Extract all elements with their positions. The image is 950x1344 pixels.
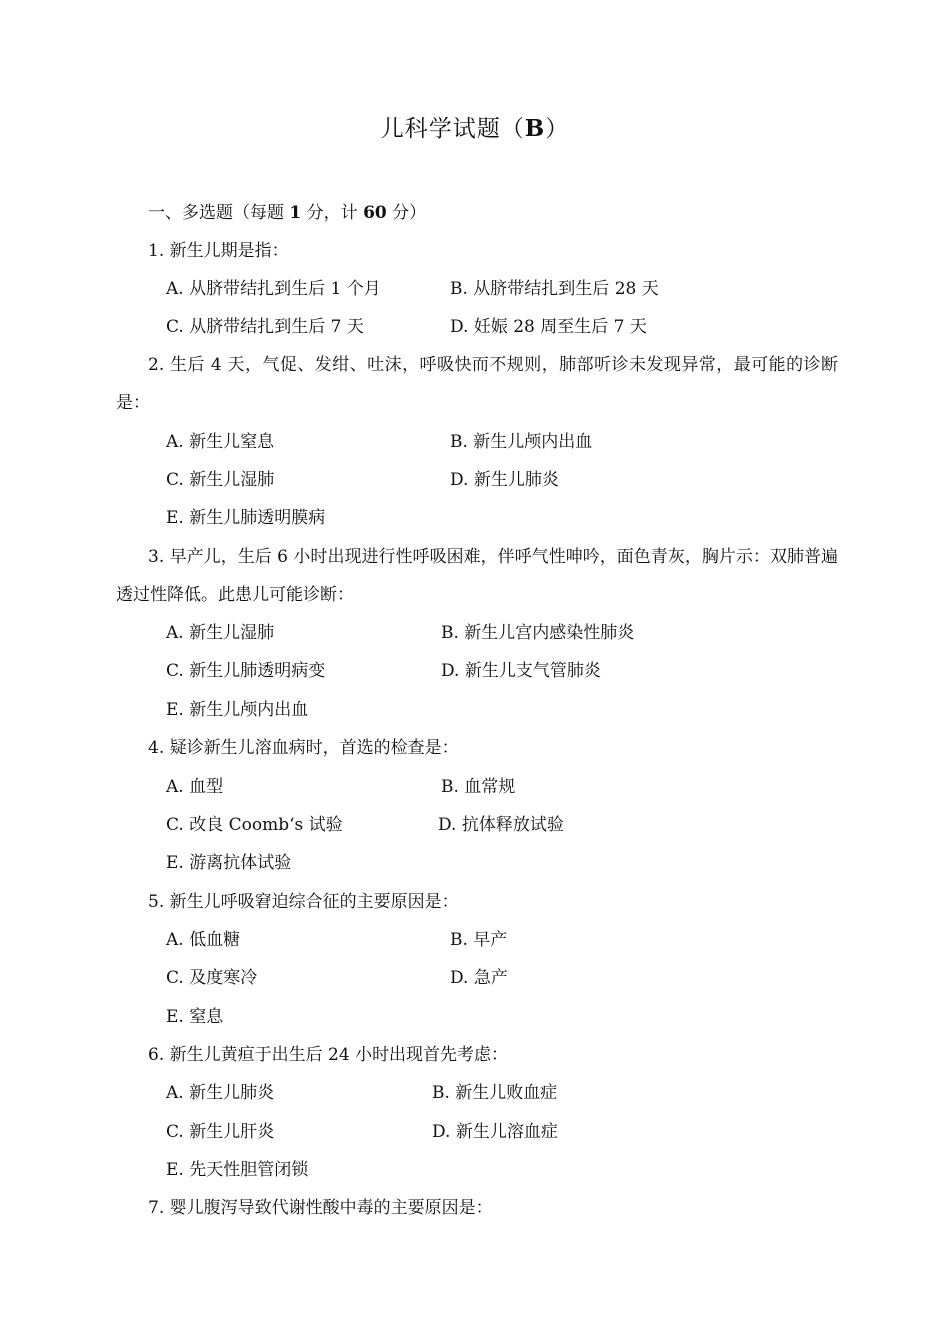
question-option: D. 新生儿支气管肺炎: [441, 661, 601, 681]
question-option: C. 改良 Coomb‘s 试验: [166, 815, 343, 835]
question-option: D. 新生儿溶血症: [432, 1122, 558, 1142]
question-option: C. 及度寒冷: [166, 968, 258, 988]
question-option: A. 新生儿湿肺: [166, 623, 275, 643]
question-stem: 4. 疑诊新生儿溶血病时，首选的检查是：: [148, 738, 459, 758]
question-option: B. 新生儿败血症: [432, 1083, 558, 1103]
question-stem: 7. 婴儿腹泻导致代谢性酸中毒的主要原因是：: [148, 1198, 493, 1218]
question-option: B. 新生儿宫内感染性肺炎: [441, 623, 635, 643]
question-option: C. 新生儿湿肺: [166, 470, 275, 490]
question-option: E. 新生儿肺透明膜病: [166, 508, 326, 528]
question-option: A. 新生儿肺炎: [166, 1083, 275, 1103]
question-stem: 6. 新生儿黄疸于出生后 24 小时出现首先考虑：: [148, 1045, 509, 1065]
question-stem: 1. 新生儿期是指：: [148, 241, 289, 261]
question-option: B. 血常规: [441, 777, 516, 797]
question-option: C. 从脐带结扎到生后 7 天: [166, 317, 364, 337]
question-option: E. 新生儿颅内出血: [166, 700, 309, 720]
question-option: D. 抗体释放试验: [438, 815, 564, 835]
page-title: 儿科学试题（B）: [380, 115, 570, 142]
question-option: E. 游离抗体试验: [166, 853, 292, 873]
question-option: A. 从脐带结扎到生后 1 个月: [166, 279, 381, 299]
question-option: B. 早产: [450, 930, 508, 950]
question-option: B. 从脐带结扎到生后 28 天: [450, 279, 659, 299]
question-option: A. 新生儿窒息: [166, 432, 275, 452]
question-option: C. 新生儿肝炎: [166, 1122, 275, 1142]
question-option: B. 新生儿颅内出血: [450, 432, 593, 452]
section-heading: 一、多选题（每题 1 分，计 60 分）: [148, 203, 427, 223]
question-option: E. 先天性胆管闭锁: [166, 1160, 309, 1180]
question-option: D. 妊娠 28 周至生后 7 天: [450, 317, 647, 337]
question-option: E. 窒息: [166, 1007, 224, 1027]
question-stem: 3. 早产儿，生后 6 小时出现进行性呼吸困难，伴呼气性呻吟，面色青灰，胸片示：双肺普遍透过性降低。此患儿可能诊断：: [116, 547, 838, 605]
question-option: A. 低血糖: [166, 930, 241, 950]
question-option: C. 新生儿肺透明病变: [166, 661, 326, 681]
question-stem: 2. 生后 4 天，气促、发绀、吐沫，呼吸快而不规则，肺部听诊未发现异常，最可能的诊断是：: [116, 355, 838, 413]
question-option: A. 血型: [166, 777, 224, 797]
question-option: D. 新生儿肺炎: [450, 470, 559, 490]
question-option: D. 急产: [450, 968, 508, 988]
question-stem: 5. 新生儿呼吸窘迫综合征的主要原因是：: [148, 892, 459, 912]
